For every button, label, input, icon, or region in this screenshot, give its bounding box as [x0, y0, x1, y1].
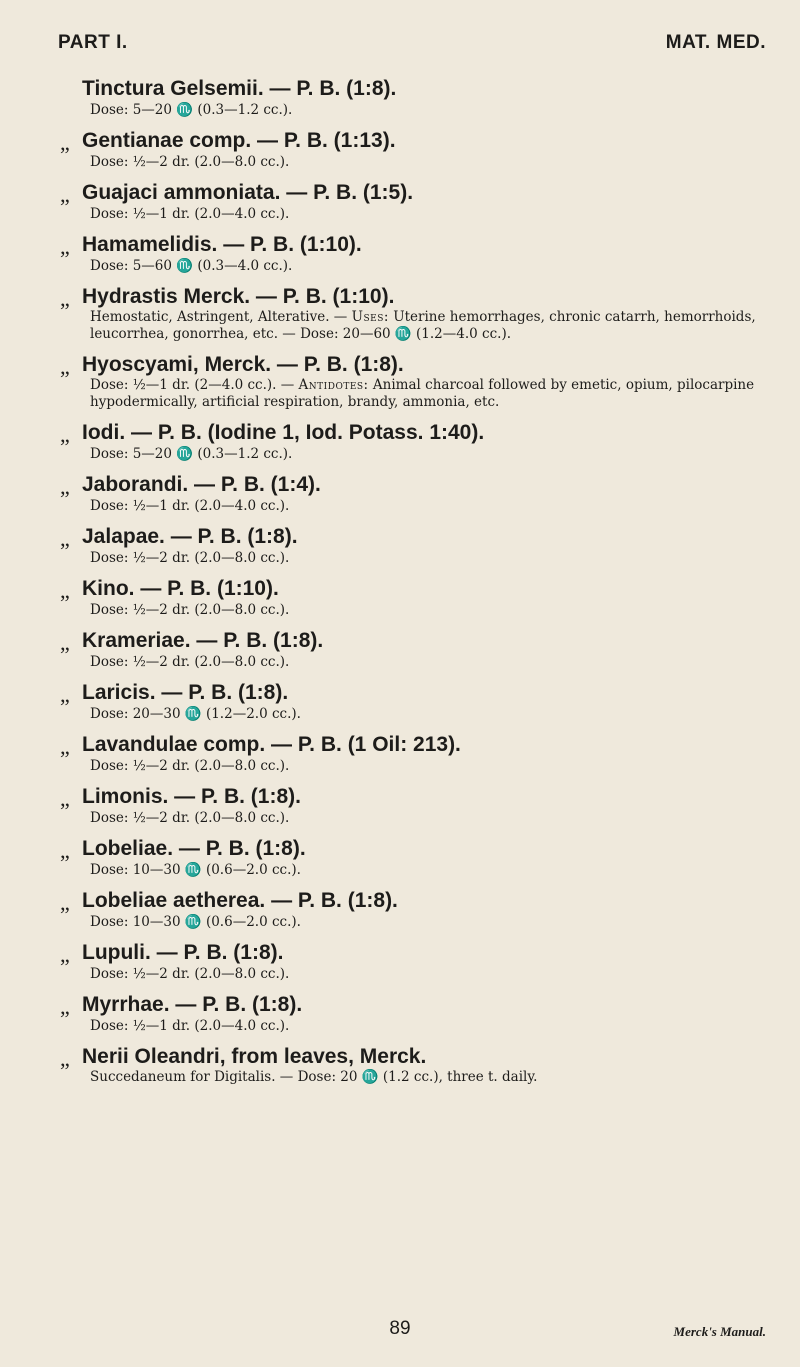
entry-jaborandi — [34, 472, 770, 515]
ditto-mark: „ — [60, 890, 70, 915]
ditto-mark: „ — [60, 630, 70, 655]
page-header — [58, 32, 766, 54]
entry-dose: Dose: 10—30 ♏ (0.6—2.0 cc.). — [90, 914, 301, 930]
entry-title: Lavandulae comp. — P. B. (1 Oil: 213). — [82, 733, 461, 756]
header-part: PART I. — [58, 32, 128, 53]
entry-jalapae — [34, 524, 770, 567]
entry-title: Laricis. — P. B. (1:8). — [82, 681, 289, 704]
entry-title: Iodi. — P. B. (Iodine 1, Iod. Potass. 1:40). — [82, 421, 485, 444]
entry-lobeliae — [34, 836, 770, 879]
entry-title: Tinctura Gelsemii. — P. B. (1:8). — [82, 77, 397, 100]
desc-rest: Uterine hemorrhages, chronic catarrh, hemorrhoids, leucorrhea, gonorrhea, etc. — Dose: 20—60 ♏ (1.2—4.0 cc.). — [90, 309, 756, 342]
entry-dose: Dose: 10—30 ♏ (0.6—2.0 cc.). — [90, 862, 301, 878]
desc-lead: Succedaneum for Digitalis. — Dose: 20 ♏ (1.2 cc.), three t. daily. — [90, 1069, 538, 1085]
entry-myrrhae — [34, 992, 770, 1035]
ditto-mark: „ — [60, 1046, 70, 1071]
ditto-mark: „ — [60, 526, 70, 551]
entry-description — [82, 377, 770, 411]
ditto-mark: „ — [60, 286, 70, 311]
ditto-mark: „ — [60, 838, 70, 863]
entry-dose: Dose: ½—1 dr. (2.0—4.0 cc.). — [90, 206, 290, 222]
entry-dose: Dose: ½—1 dr. (2.0—4.0 cc.). — [90, 498, 290, 514]
ditto-mark: „ — [60, 474, 70, 499]
entry-title: Kino. — P. B. (1:10). — [82, 577, 279, 600]
uses-label: Uses: — [351, 309, 389, 325]
entry-hyoscyami — [34, 352, 770, 411]
entry-lupuli — [34, 940, 770, 983]
entry-title: Hamamelidis. — P. B. (1:10). — [82, 233, 362, 256]
page-number: 89 — [389, 1318, 411, 1339]
ditto-mark: „ — [60, 422, 70, 447]
entry-lavandulae — [34, 732, 770, 775]
entry-dose: Dose: 5—20 ♏ (0.3—1.2 cc.). — [90, 102, 293, 118]
entry-dose: Dose: ½—2 dr. (2.0—8.0 cc.). — [90, 654, 290, 670]
entry-limonis — [34, 784, 770, 827]
ditto-mark: „ — [60, 130, 70, 155]
entry-lobeliae-aetherea — [34, 888, 770, 931]
entry-iodi — [34, 420, 770, 463]
entry-title: Lobeliae aetherea. — P. B. (1:8). — [82, 889, 398, 912]
antidotes-label: Antidotes: — [298, 377, 369, 393]
entry-list — [34, 76, 770, 1095]
entry-title: Limonis. — P. B. (1:8). — [82, 785, 301, 808]
entry-nerii-oleandri — [34, 1044, 770, 1086]
entry-dose: Dose: ½—2 dr. (2.0—8.0 cc.). — [90, 154, 290, 170]
entry-hamamelidis — [34, 232, 770, 275]
entry-title: Hydrastis Merck. — P. B. (1:10). — [82, 285, 395, 308]
ditto-mark: „ — [60, 786, 70, 811]
entry-title: Nerii Oleandri, from leaves, Merck. — [82, 1045, 427, 1068]
entry-hydrastis — [34, 284, 770, 343]
desc-lead: Dose: ½—1 dr. (2—4.0 cc.). — — [90, 377, 299, 393]
entry-description — [82, 309, 770, 343]
entry-title: Lobeliae. — P. B. (1:8). — [82, 837, 306, 860]
publisher-mark: Merck's Manual. — [673, 1324, 766, 1339]
ditto-mark: „ — [60, 578, 70, 603]
entry-dose: Dose: ½—2 dr. (2.0—8.0 cc.). — [90, 602, 290, 618]
entry-title: Guajaci ammoniata. — P. B. (1:5). — [82, 181, 414, 204]
entry-dose: Dose: 5—60 ♏ (0.3—4.0 cc.). — [90, 258, 293, 274]
entry-title: Jaborandi. — P. B. (1:4). — [82, 473, 321, 496]
entry-dose: Dose: ½—2 dr. (2.0—8.0 cc.). — [90, 758, 290, 774]
entry-dose: Dose: ½—1 dr. (2.0—4.0 cc.). — [90, 1018, 290, 1034]
ditto-mark: „ — [60, 682, 70, 707]
entry-title: Myrrhae. — P. B. (1:8). — [82, 993, 303, 1016]
ditto-mark: „ — [60, 994, 70, 1019]
entry-guajaci — [34, 180, 770, 223]
ditto-mark: „ — [60, 942, 70, 967]
ditto-mark: „ — [60, 182, 70, 207]
desc-rest: Animal charcoal followed by emetic, opium, pilocarpine hypodermically, artificial respiration, brandy, ammonia, etc. — [90, 377, 755, 410]
entry-title: Krameriae. — P. B. (1:8). — [82, 629, 324, 652]
entry-krameriae — [34, 628, 770, 671]
entry-laricis — [34, 680, 770, 723]
header-section: MAT. MED. — [665, 32, 766, 53]
entry-title: Lupuli. — P. B. (1:8). — [82, 941, 284, 964]
entry-dose: Dose: 5—20 ♏ (0.3—1.2 cc.). — [90, 446, 293, 462]
entry-title: Jalapae. — P. B. (1:8). — [82, 525, 298, 548]
ditto-mark: „ — [60, 734, 70, 759]
entry-title: Gentianae comp. — P. B. (1:13). — [82, 129, 396, 152]
entry-title: Hyoscyami, Merck. — P. B. (1:8). — [82, 353, 404, 376]
entry-kino — [34, 576, 770, 619]
entry-gentianae — [34, 128, 770, 171]
entry-description — [82, 1069, 770, 1086]
ditto-mark: „ — [60, 234, 70, 259]
ditto-mark: „ — [60, 354, 70, 379]
entry-gelsemii — [34, 76, 770, 119]
desc-lead: Hemostatic, Astringent, Alterative. — — [90, 309, 352, 325]
entry-dose: Dose: ½—2 dr. (2.0—8.0 cc.). — [90, 550, 290, 566]
entry-dose: Dose: ½—2 dr. (2.0—8.0 cc.). — [90, 966, 290, 982]
entry-dose: Dose: 20—30 ♏ (1.2—2.0 cc.). — [90, 706, 301, 722]
entry-dose: Dose: ½—2 dr. (2.0—8.0 cc.). — [90, 810, 290, 826]
